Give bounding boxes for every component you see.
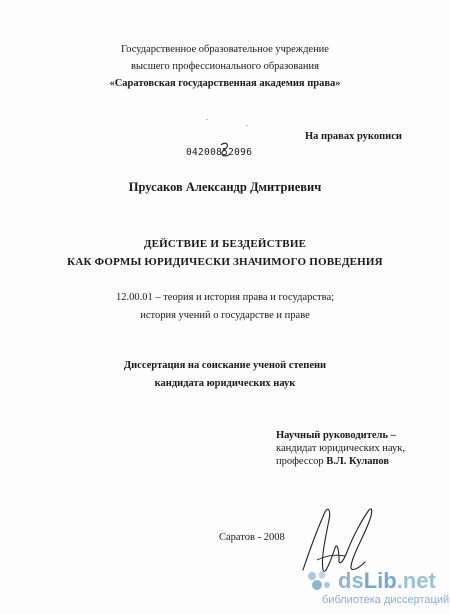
author-name: Прусаков Александр Дмитриевич [128, 180, 322, 194]
handwritten-mark-icon [218, 141, 232, 159]
supervisor-heading: Научный руководитель – [276, 430, 396, 441]
institution-line-2: высшего профессионального образования [131, 61, 319, 72]
supervisor-name: В.Л. Кулапов [326, 456, 390, 467]
degree-line-2: кандидата юридических наук [154, 378, 296, 389]
dslib-subtitle: библиотека диссертаций [322, 594, 450, 606]
dissertation-title-line-1: ДЕЙСТВИЕ И БЕЗДЕЙСТВИЕ [143, 238, 307, 250]
scan-speck: . [246, 119, 248, 128]
supervisor-degree: кандидат юридических наук, [276, 443, 405, 454]
specialty-line-2: история учений о государстве и праве [140, 310, 310, 321]
dslib-logo-icon [306, 570, 332, 592]
supervisor-line [276, 456, 450, 467]
registration-number: 04200852096 [186, 147, 253, 158]
supervisor-rank: профессор [276, 456, 327, 467]
dslib-watermark [300, 568, 450, 612]
institution-line-1: Государственное образовательное учреждение [121, 44, 329, 55]
specialty-line-1: 12.00.01 – теория и история права и государства; [115, 292, 335, 303]
dissertation-title-line-2: КАК ФОРМЫ ЮРИДИЧЕСКИ ЗНАЧИМОГО ПОВЕДЕНИЯ [67, 256, 383, 268]
dslib-logo-text: dsLib.net [338, 568, 436, 593]
degree-line-1: Диссертация на соискание ученой степени [123, 360, 327, 371]
scan-speck: . [206, 113, 208, 122]
city-year: Саратов - 2008 [219, 532, 285, 543]
rights-note: На правах рукописи [305, 131, 402, 142]
institution-name: «Саратовская государственная академия права» [109, 78, 341, 89]
